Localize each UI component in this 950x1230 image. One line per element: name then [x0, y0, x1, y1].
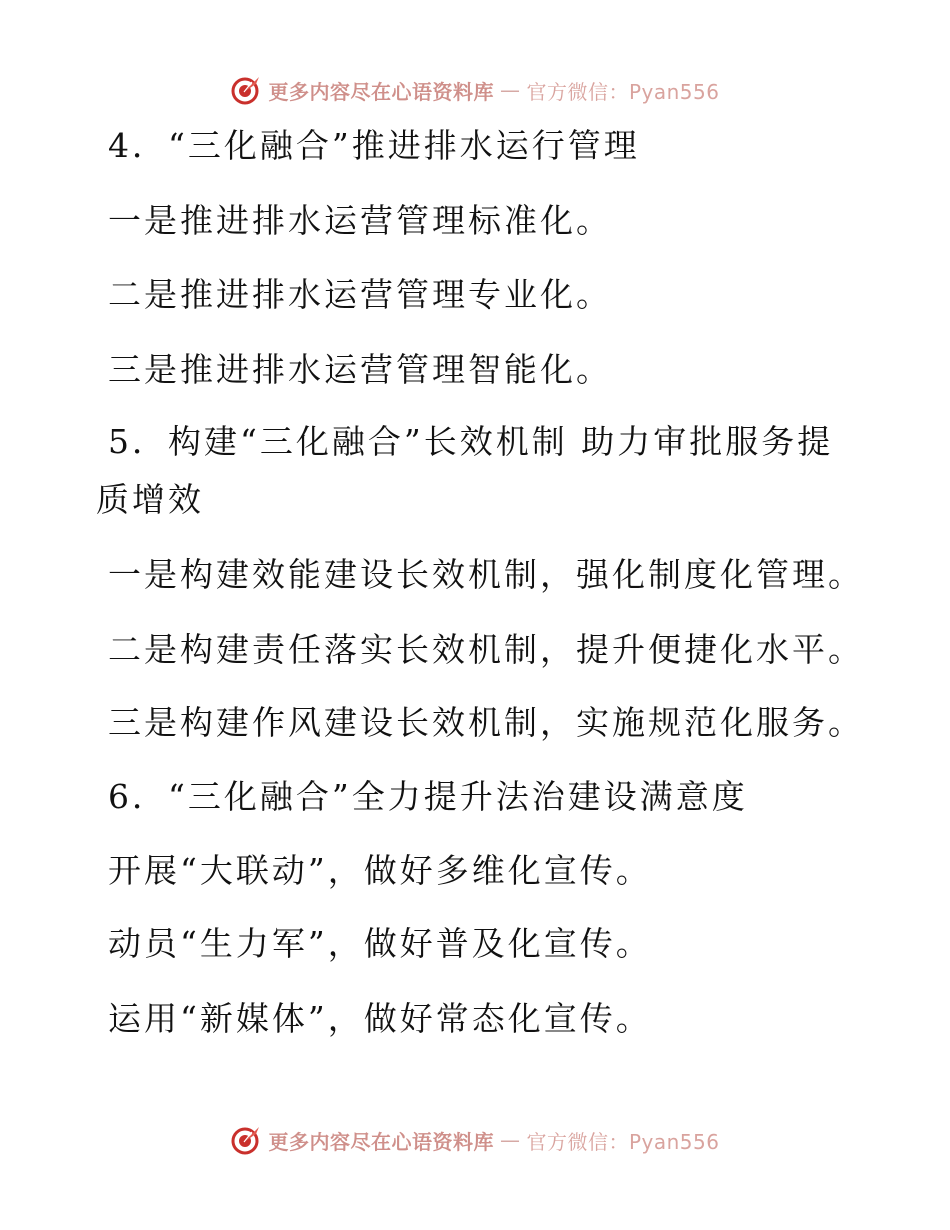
heading-section-6: 6．“三化融合”全力提升法治建设满意度 — [108, 777, 748, 816]
banner-main-text: 更多内容尽在心语资料库 — [268, 1129, 494, 1154]
paragraph-line: 运用“新媒体”，做好常态化宣传。 — [108, 999, 652, 1038]
banner-main-text: 更多内容尽在心语资料库 — [268, 79, 494, 104]
paragraph-line: 三是推进排水运营管理智能化。 — [108, 350, 612, 389]
banner-wechat-text: 官方微信：Pyan556 — [526, 79, 720, 104]
paragraph-line: 三是构建作风建设长效机制，实施规范化服务。 — [108, 703, 864, 742]
heading-section-4: 4．“三化融合”推进排水运行管理 — [108, 126, 640, 165]
paragraph-line: 二是推进排水运营管理专业化。 — [108, 275, 612, 314]
paragraph-line: 动员“生力军”，做好普及化宣传。 — [108, 924, 652, 963]
footer-banner — [0, 1120, 950, 1160]
paragraph-line: 开展“大联动”，做好多维化宣传。 — [108, 851, 652, 890]
paragraph-line: 一是推进排水运营管理标准化。 — [108, 201, 612, 240]
heading-section-5-continued: 质增效 — [96, 480, 204, 519]
banner-separator: — — [499, 1128, 521, 1152]
banner-wechat-text: 官方微信：Pyan556 — [526, 1129, 720, 1154]
heading-section-5: 5．构建“三化融合”长效机制 助力审批服务提 — [108, 422, 834, 461]
paragraph-line: 一是构建效能建设长效机制，强化制度化管理。 — [108, 555, 864, 594]
quill-pen-logo-icon — [230, 1124, 262, 1156]
paragraph-line: 二是构建责任落实长效机制，提升便捷化水平。 — [108, 630, 864, 669]
banner-separator: — — [499, 78, 521, 102]
